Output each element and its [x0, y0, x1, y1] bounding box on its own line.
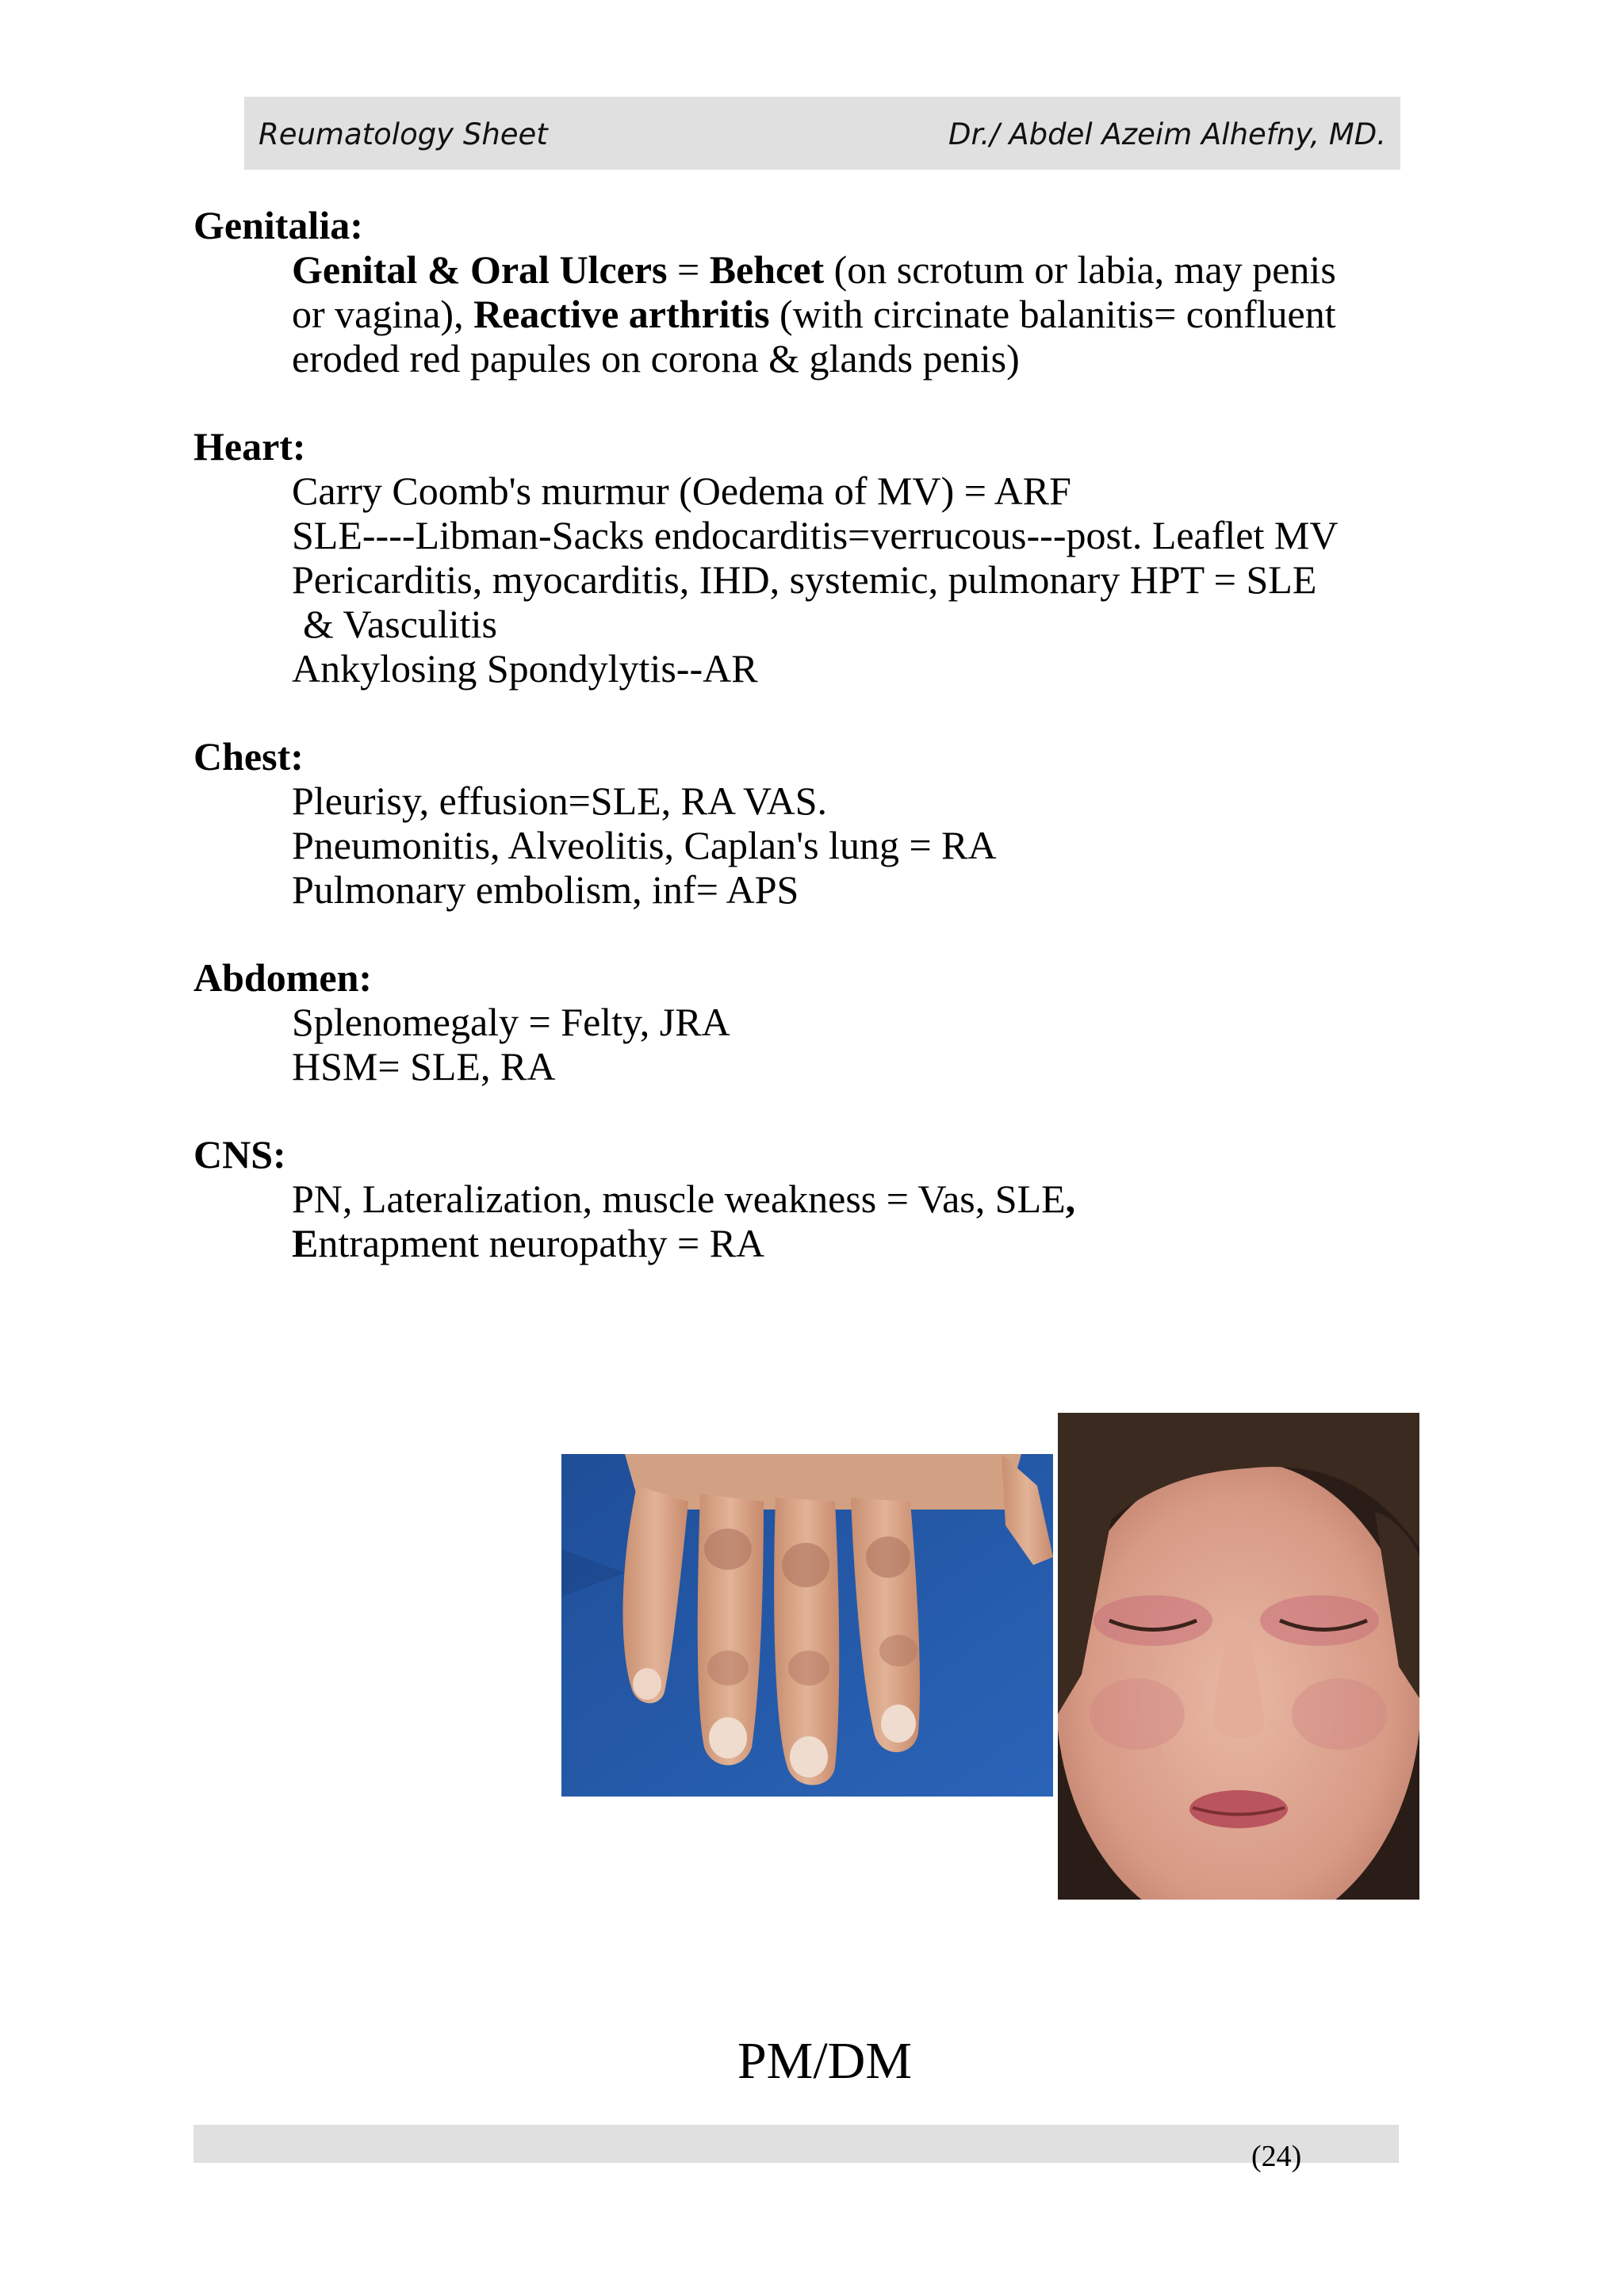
section-body: [292, 247, 1462, 381]
text-line: Pneumonitis, Alveolitis, Caplan's lung = RA: [292, 823, 997, 867]
section-heading: Genitalia:: [193, 203, 363, 247]
text-line: Carry Coomb's murmur (Oedema of MV) = ARF: [292, 469, 1071, 513]
section-heading: CNS:: [193, 1132, 286, 1177]
bold-term: Reactive arthritis: [473, 292, 770, 336]
text-line: & Vasculitis: [303, 602, 497, 646]
text-line: Splenomegaly = Felty, JRA: [292, 1000, 730, 1044]
header-title: Reumatology Sheet: [259, 117, 548, 151]
text-line: Genital & Oral Ulcers = Behcet (on scrotum or labia, may penis: [292, 247, 1336, 292]
figure-caption: PM/DM: [737, 2032, 913, 2090]
bold-term: E: [292, 1221, 319, 1265]
text-line: Pulmonary embolism, inf= APS: [292, 867, 799, 912]
section-genitalia: [193, 203, 1462, 381]
text-line: Ankylosing Spondylytis--AR: [292, 646, 758, 691]
section-heart: [193, 424, 1462, 691]
text-line: Pericarditis, myocarditis, IHD, systemic, pulmonary HPT = SLE: [292, 557, 1317, 602]
page-header: [244, 97, 1400, 170]
section-body: [292, 779, 1462, 912]
header-author: Dr./ Abdel Azeim Alhefny, MD.: [948, 117, 1386, 151]
document-body: [193, 203, 1462, 1309]
section-abdomen: [193, 955, 1462, 1089]
bold-term: Behcet: [709, 247, 825, 292]
bold-term: Genital & Oral Ulcers: [292, 247, 668, 292]
section-chest: [193, 734, 1462, 912]
section-body: [292, 1000, 1462, 1089]
hand-photo: [561, 1454, 1053, 1797]
section-body: [292, 1177, 1462, 1265]
face-photo: [1058, 1413, 1419, 1900]
section-body: [292, 469, 1462, 691]
text-line: eroded red papules on corona & glands penis): [292, 336, 1020, 381]
section-heading: Chest:: [193, 734, 304, 779]
page-footer: [193, 2125, 1399, 2163]
text-line: Pleurisy, effusion=SLE, RA VAS.: [292, 779, 828, 823]
text-line: HSM= SLE, RA: [292, 1044, 556, 1089]
section-heading: Abdomen:: [193, 955, 373, 1000]
section-heading: Heart:: [193, 424, 306, 469]
page-number: (24): [1251, 2140, 1302, 2173]
section-cns: [193, 1132, 1462, 1265]
text-line: Entrapment neuropathy = RA: [292, 1221, 765, 1265]
text-line: or vagina), Reactive arthritis (with circinate balanitis= confluent: [292, 292, 1336, 336]
bold-term: ,: [1065, 1177, 1076, 1221]
text-line: PN, Lateralization, muscle weakness = Vas, SLE,: [292, 1177, 1076, 1221]
text-line: SLE----Libman-Sacks endocarditis=verrucous---post. Leaflet MV: [292, 513, 1339, 557]
